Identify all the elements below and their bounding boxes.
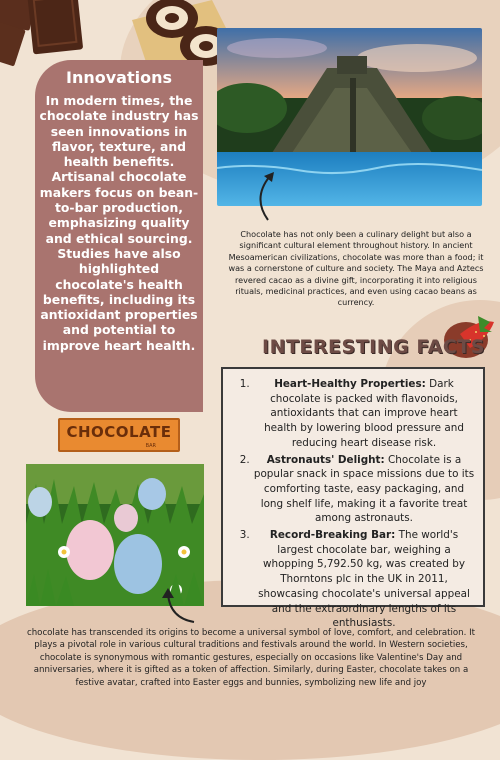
innovations-panel [35, 60, 203, 412]
fact-text: Chocolate is a popular snack in space missions due to its comforting taste, easy packaging, and long shelf life, making it a favorite treat among astronauts. [253, 453, 475, 525]
fact-item [253, 453, 475, 527]
curved-arrow-icon [250, 168, 280, 226]
innovations-title: Innovations [66, 68, 172, 87]
curved-arrow-icon [160, 588, 200, 628]
fact-text: The world's largest chocolate bar, weighing a whopping 5,792.50 kg, was created by Thorntons plc in the UK in 2011, showcasing chocolate's universal appeal and the extraordinary lengths of its enthusiasts. [258, 529, 470, 630]
fact-heading: Heart-Healthy Properties: [274, 378, 426, 390]
easter-eggs-photo [26, 464, 204, 606]
history-paragraph: Chocolate has not only been a culinary delight but also a significant cultural element throughout history. In ancient Mesoamerican civilizations, chocolate was more than a food; it was a cornerstone of culture and society. The Maya and Aztecs revered cacao as a divine gift, incorporating it into religious rituals, medicinal practices, and even using cacao beans as currency. [228, 229, 484, 308]
fact-heading: Record-Breaking Bar: [269, 529, 396, 542]
fact-heading: Astronauts' Delight: [266, 453, 385, 466]
footer-paragraph: chocolate has transcended its origins to become a universal symbol of love, comfort, and celebration. It plays a pivotal role in various cultural traditions and festivals around the world. In Western societies, chocolate is synonymous with romantic gestures, especially on occasions like Valentine's Day and anniversaries, where it is gifted as a token of affection. Similarly, during Easter, chocolate takes on a festive avatar, crafted into Easter eggs and bunnies, symbolizing new life and joy [27, 628, 475, 688]
facts-list [223, 369, 483, 631]
chocolate-bar-text: CHOCOLATE [66, 423, 172, 441]
chocolate-bar-sub: BAR [145, 443, 156, 449]
innovations-body: In modern times, the chocolate industry has seen innovations in flavor, texture, and health benefits. Artisanal chocolate makers focus on bean-to-bar production, emphasizing quality and ethical sourcing. Studies have also highlighted chocolate's health benefits, including its antioxidant properties and potential to improve heart health. [39, 93, 199, 353]
facts-box [221, 367, 485, 630]
fact-item [253, 528, 475, 631]
fact-text: Dark chocolate is packed with flavonoids, antioxidants that can improve heart health by lowering blood pressure and reducing heart disease risk. [264, 378, 464, 449]
chocolate-bar-label [58, 418, 180, 452]
facts-title: INTERESTING FACTS [262, 336, 485, 358]
fact-item [253, 377, 475, 451]
